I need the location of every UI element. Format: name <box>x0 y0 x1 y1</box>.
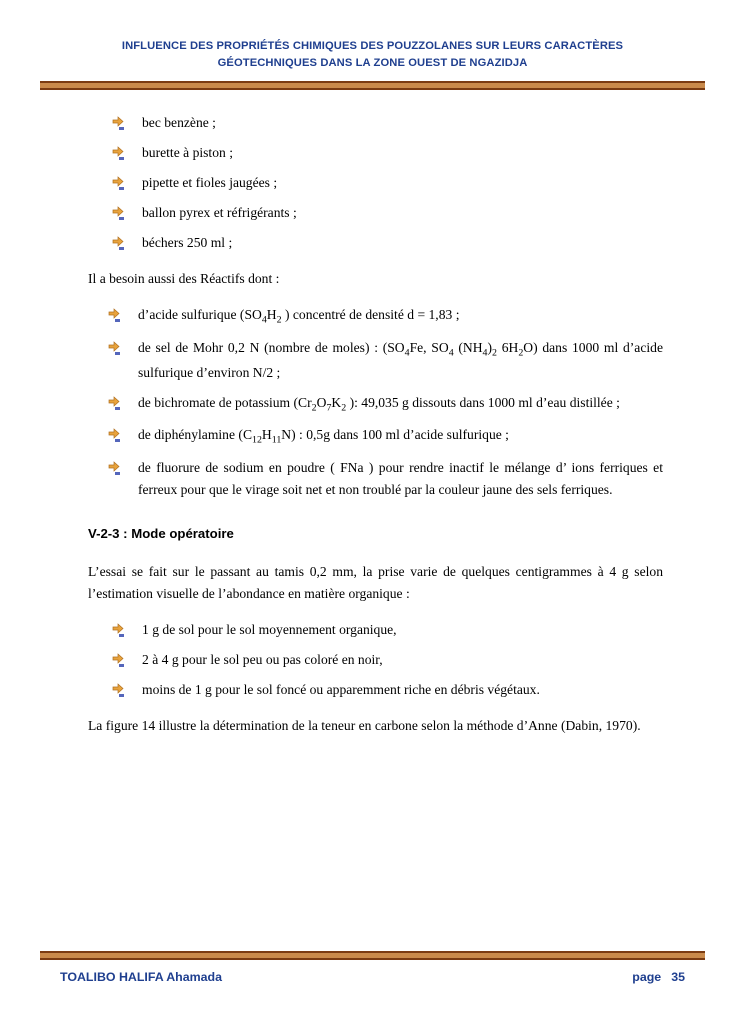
arrow-bullet-icon <box>108 395 123 409</box>
list-item-text: de sel de Mohr 0,2 N (nombre de moles) : ($SO_4Fe$, $SO_4$ $(NH_4)_2$ $6H_2O$) dans 1000 ml d’acide sulfurique d’environ N/2 ; <box>138 339 663 380</box>
list-item-text: pipette et fioles jaugées ; <box>142 175 278 191</box>
list-item <box>110 142 663 164</box>
list-item <box>110 679 663 701</box>
page-footer <box>0 951 745 984</box>
section-heading: V-2-3 : Mode opératoire <box>88 526 234 542</box>
header-divider <box>40 81 705 90</box>
reagents-list <box>106 304 663 501</box>
method-list <box>110 619 663 701</box>
list-item-text: 2 à 4 g pour le sol peu ou pas coloré en noir, <box>142 651 383 667</box>
list-item <box>110 619 663 641</box>
arrow-bullet-icon <box>112 145 127 159</box>
arrow-bullet-icon <box>112 682 127 696</box>
list-item-text: de fluorure de sodium en poudre ( FNa ) pour rendre inactif le mélange d’ ions ferriques et ferreux pour que le virage soit net et non troublé par la couleur jaune des sels ferriques. <box>138 460 663 498</box>
list-item-text: moins de 1 g pour le sol foncé ou apparemment riche en débris végétaux. <box>142 681 540 697</box>
list-item-text: bec benzène ; <box>142 115 216 130</box>
list-item-text: de bichromate de potassium ($Cr_2O_7K_2$ ): 49,035 g dissouts dans 1000 ml d’eau distillée ; <box>138 394 620 414</box>
list-item-text: de diphénylamine $(C_{12}H_{11}N)$ : 0,5g dans 100 ml d’acide sulfurique ; <box>138 427 509 447</box>
arrow-bullet-icon <box>112 115 127 129</box>
list-item <box>110 112 663 134</box>
header-title-line2: GÉOTECHNIQUES DANS LA ZONE OUEST DE NGAZIDJA <box>217 57 528 69</box>
arrow-bullet-icon <box>112 205 127 219</box>
list-item-text: béchers 250 ml ; <box>142 235 233 251</box>
closing-paragraph: La figure 14 illustre la détermination de la teneur en carbone selon la méthode d’Anne (Dabin, 1970). <box>88 717 641 733</box>
arrow-bullet-icon <box>108 307 123 321</box>
footer-divider <box>40 951 705 960</box>
footer-page-label: page <box>632 970 662 984</box>
arrow-bullet-icon <box>108 460 123 474</box>
list-item-text: d’acide sulfurique ($SO_4H_2$ ) concentré de densité d = 1,83 ; <box>138 307 460 326</box>
list-item <box>106 304 663 329</box>
arrow-bullet-icon <box>112 235 127 249</box>
arrow-bullet-icon <box>112 175 127 189</box>
footer-page-number: 35 <box>671 970 685 984</box>
footer-author: TOALIBO HALIFA Ahamada <box>60 970 223 984</box>
list-item <box>110 172 663 194</box>
list-item-text: ballon pyrex et réfrigérants ; <box>142 205 297 221</box>
arrow-bullet-icon <box>112 622 127 636</box>
page-content <box>0 90 745 737</box>
list-item-text: burette à piston ; <box>142 145 233 161</box>
list-item <box>110 202 663 224</box>
header-title-line1: INFLUENCE DES PROPRIÉTÉS CHIMIQUES DES POUZZOLANES SUR LEURS CARACTÈRES <box>121 40 624 52</box>
list-item <box>106 337 663 384</box>
list-item <box>110 232 663 254</box>
arrow-bullet-icon <box>112 652 127 666</box>
reagents-intro-paragraph: Il a besoin aussi des Réactifs dont : <box>88 271 280 287</box>
list-item <box>106 424 663 449</box>
list-item <box>106 457 663 501</box>
arrow-bullet-icon <box>108 427 123 441</box>
arrow-bullet-icon <box>108 340 123 354</box>
list-item <box>110 649 663 671</box>
page-header <box>0 0 745 72</box>
equipment-list <box>110 112 663 254</box>
footer-page-indicator <box>632 970 685 984</box>
list-item <box>106 392 663 417</box>
method-intro-paragraph: L’essai se fait sur le passant au tamis 0,2 mm, la prise varie de quelques centigrammes à 4 g selon l’estimation visuelle de l’abondance en matière organique : <box>88 563 663 601</box>
list-item-text: 1 g de sol pour le sol moyennement organique, <box>142 621 397 637</box>
